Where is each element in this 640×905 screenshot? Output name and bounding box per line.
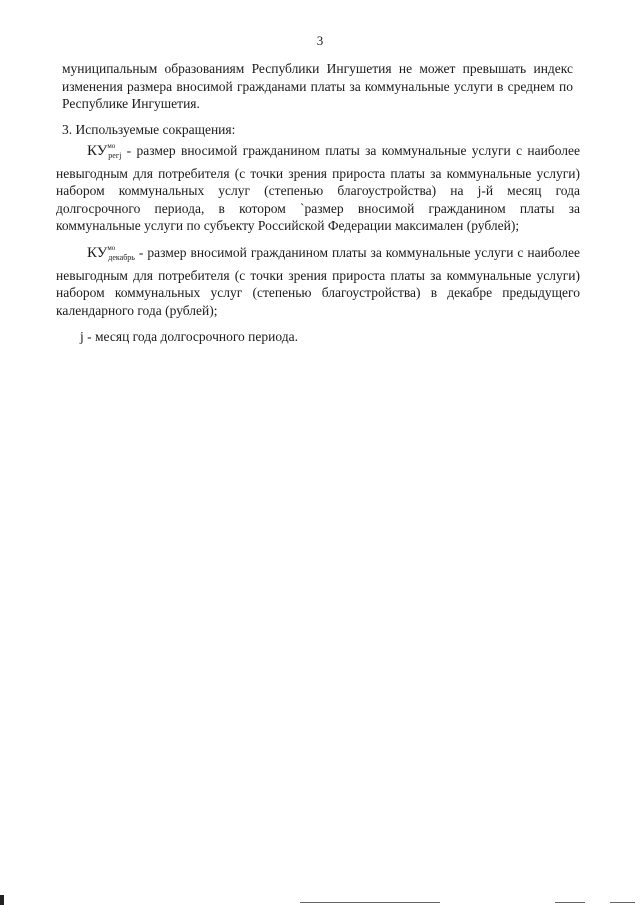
- page-number: 3: [316, 33, 324, 48]
- definition-j: j - месяц года долгосрочного периода.: [80, 329, 298, 344]
- definition-ku-december: [56, 240, 580, 319]
- scan-artifact: [0, 895, 4, 905]
- section-heading: 3. Используемые сокращения:: [62, 122, 236, 137]
- ku-symbol: КУ: [87, 245, 108, 261]
- scan-artifact-line: [300, 902, 440, 903]
- definition-text: - размер вносимой гражданином платы за коммунальные услуги с наиболее невыгодным для потребителя (с точки зрения прироста платы за коммунальные услуги) набором коммунальных услуг (степенью благоустройства) в декабре предыдущего календарного года (рублей);: [56, 245, 580, 318]
- ku-symbol: КУ: [87, 143, 108, 159]
- definition-text: - размер вносимой гражданином платы за коммунальные услуги с наиболее невыгодным для потребителя (с точки зрения прироста платы за коммунальные услуги) набором коммунальных услуг (степенью благоустройства) на j-й месяц года долгосрочного периода, в котором `размер вносимой гражданином платы за коммунальные услуги по субъекту Российской Федерации максимален (рублей);: [56, 143, 580, 233]
- ku-subscript: декабрь: [108, 253, 135, 262]
- ku-subscript: регj: [108, 151, 122, 160]
- intro-paragraph: муниципальным образованиям Республики Ингушетия не может превышать индекс изменения размера вносимой гражданами платы за коммунальные услуги в среднем по Республике Ингушетия.: [62, 61, 573, 111]
- ku-superscript: мо: [107, 142, 116, 150]
- ku-superscript: мо: [107, 244, 116, 252]
- scan-artifact-line: [610, 902, 635, 903]
- definition-ku-reg: [56, 138, 580, 235]
- scan-artifact-line: [555, 902, 585, 903]
